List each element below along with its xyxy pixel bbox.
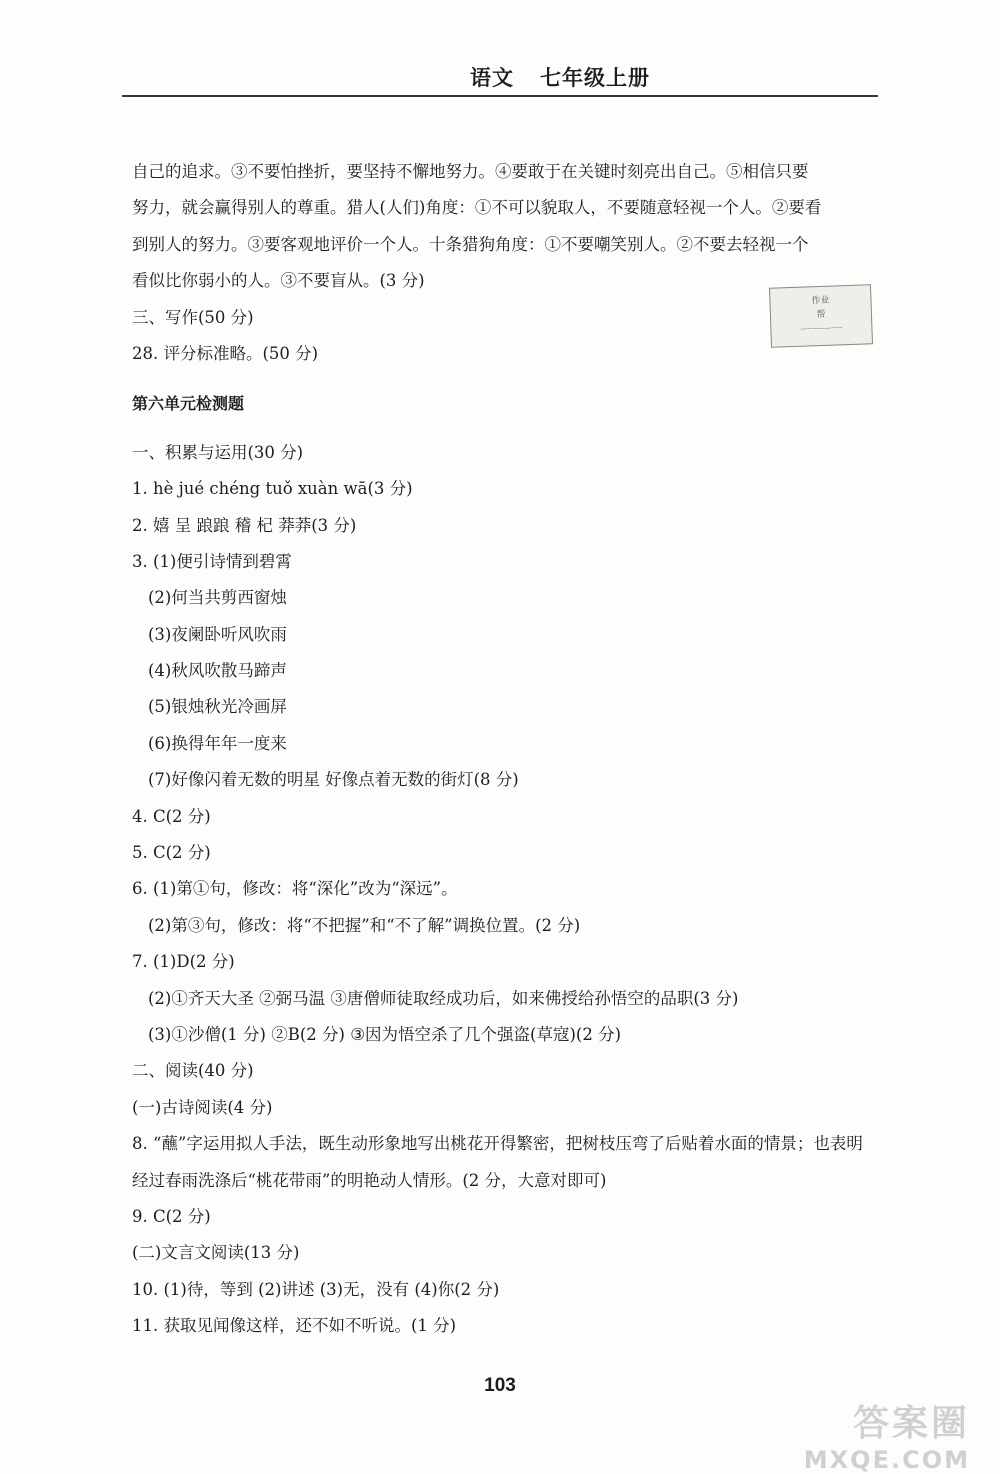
answer-item: 11. 获取见闻像这样，还不如不听说。(1 分)	[132, 1316, 457, 1336]
answer-item: 9. C(2 分)	[132, 1206, 211, 1226]
header-grade: 七年级上册	[540, 66, 650, 90]
text-line: 自己的追求。③不要怕挫折，要坚持不懈地努力。④要敢于在关键时刻亮出自己。⑤相信只要	[132, 162, 809, 181]
answer-item: 1. hè jué chéng tuǒ xuàn wā(3 分)	[132, 479, 413, 499]
section-heading-accumulation: 一、积累与运用(30 分)	[132, 442, 304, 462]
answer-subitem: (2)何当共剪西窗烛	[148, 588, 287, 608]
stamp-fine-print: ———————	[800, 324, 843, 333]
answer-subitem: (4)秋风吹散马蹄声	[148, 661, 287, 681]
unit-title: 第六单元检测题	[132, 394, 245, 414]
page-content	[132, 158, 872, 1349]
watermark-site: MXQE.COM	[803, 1446, 970, 1474]
header-title	[242, 62, 878, 92]
header-subject: 语文	[470, 66, 514, 90]
header-divider	[122, 95, 878, 97]
answer-item: 10. (1)待，等到 (2)讲述 (3)无，没有 (4)你(2 分)	[132, 1279, 500, 1299]
subsection-heading-classical: (二)文言文阅读(13 分)	[132, 1243, 300, 1263]
text-line: 看似比你弱小的人。③不要盲从。(3 分)	[132, 271, 425, 291]
text-line: 到别人的努力。③要客观地评价一个人。十条猎狗角度：①不要嘲笑别人。②不要去轻视一个	[132, 234, 809, 254]
answer-subitem: (2)第③句，修改：将“不把握”和“不了解”调换位置。(2 分)	[148, 915, 581, 935]
section-heading-writing: 三、写作(50 分)	[132, 307, 254, 327]
answer-item: 3. (1)便引诗情到碧霄	[132, 551, 292, 571]
answer-subitem: (3)①沙僧(1 分) ②B(2 分) ③因为悟空杀了几个强盗(草寇)(2 分)	[148, 1024, 622, 1044]
answer-item: 6. (1)第①句，修改：将“深化”改为“深远”。	[132, 879, 458, 899]
stamp-line-2: 帮	[816, 309, 826, 321]
section-heading-reading: 二、阅读(40 分)	[132, 1061, 254, 1081]
answer-item: 5. C(2 分)	[132, 843, 211, 863]
subsection-heading-poetry: (一)古诗阅读(4 分)	[132, 1097, 273, 1117]
text-line: 28. 评分标准略。(50 分)	[132, 343, 319, 363]
answer-item: 4. C(2 分)	[132, 806, 211, 826]
answer-subitem: (7)好像闪着无数的明星 好像点着无数的街灯(8 分)	[148, 770, 519, 790]
answer-item: 8. “蘸”字运用拟人手法，既生动形象地写出桃花开得繁密，把树枝压弯了后贴着水面的情景；也表明	[132, 1134, 863, 1154]
text-line: 努力，就会赢得别人的尊重。猎人(人们)角度：①不可以貌取人，不要随意轻视一个人。②要看	[132, 198, 822, 218]
answer-subitem: (5)银烛秋光冷画屏	[148, 697, 287, 717]
answer-item: 7. (1)D(2 分)	[132, 952, 235, 972]
page-number: 103	[484, 1375, 516, 1396]
answer-subitem: (6)换得年年一度来	[148, 733, 287, 753]
homework-stamp	[769, 284, 873, 348]
answer-item-continuation: 经过春雨洗涤后“桃花带雨”的明艳动人情形。(2 分，大意对即可)	[132, 1170, 607, 1190]
watermark	[720, 1395, 970, 1474]
answer-subitem: (3)夜阑卧听风吹雨	[148, 624, 287, 644]
answer-item: 2. 嬉 呈 踉踉 稽 杞 莽莽(3 分)	[132, 515, 357, 535]
stamp-line-1: 作业	[811, 295, 830, 307]
watermark-logo: 答案圈	[852, 1403, 970, 1444]
answer-subitem: (2)①齐天大圣 ②弼马温 ③唐僧师徒取经成功后，如来佛授给孙悟空的品职(3 分)	[148, 988, 739, 1008]
page-header	[122, 62, 878, 92]
